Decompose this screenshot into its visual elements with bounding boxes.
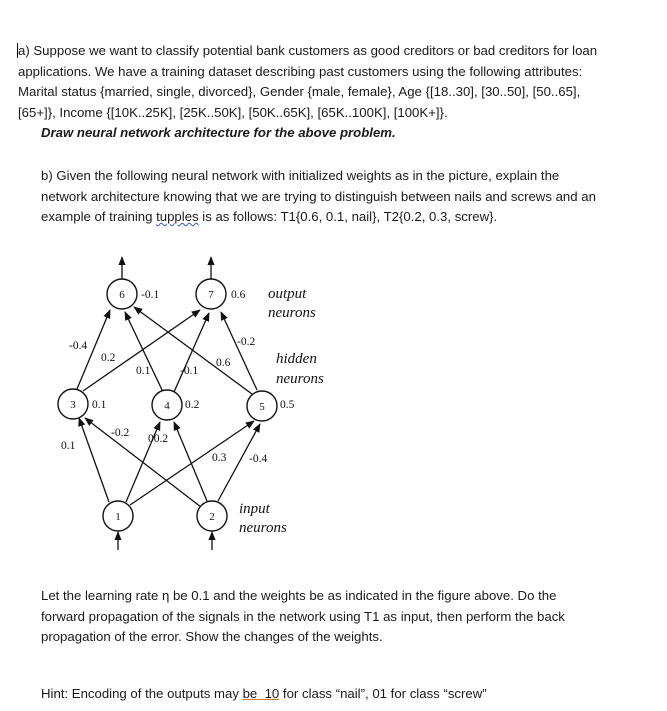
part-a-task: Draw neural network architecture for the above problem. [41, 125, 396, 140]
weight-4-7: -0.1 [180, 365, 199, 377]
hidden-label-1: hidden [276, 351, 317, 367]
weight-1-4: -0.2 [111, 427, 130, 439]
part-b-line-2: network architecture knowing that we are trying to distinguish between nails and screws and an [41, 188, 596, 204]
part-a-line-4: [65+]}, Income {[10K..25K], [25K..50K], [50K..65K], [65K..100K], [100K+]}. [18, 104, 448, 120]
hint-line [41, 684, 641, 705]
node-5-label: 5 [259, 401, 265, 413]
node-6-label: 6 [119, 289, 125, 301]
weight-2-4: 00.2 [148, 433, 169, 445]
edge-2-4 [174, 422, 207, 501]
weight-1-3: 0.1 [61, 440, 76, 452]
hint-post: for class “nail”, 01 for class “screw” [279, 686, 487, 701]
question-part-c [41, 586, 641, 648]
weight-3-6: -0.4 [69, 340, 88, 352]
part-a-line-2: applications. We have a training dataset describing past customers using the following attributes: [18, 63, 583, 79]
weight-5-6: 0.6 [216, 357, 231, 369]
part-c-line-1: Let the learning rate η be 0.1 and the weights be as indicated in the figure above. Do the [41, 588, 557, 603]
node-3-label: 3 [70, 399, 76, 411]
part-c-line-3: propagation of the error. Show the changes of the weights. [41, 629, 383, 644]
spellcheck-word[interactable]: tupples [156, 209, 199, 224]
part-b-line-1: b) Given the following neural network with initialized weights as in the picture, explain the [41, 168, 560, 183]
bias-7: 0.6 [231, 289, 246, 301]
input-label-1: input [239, 501, 270, 517]
hint-underlined[interactable]: be 10 [242, 686, 280, 701]
part-a-line-3: Marital status {married, single, divorced}, Gender {male, female}, Age {[18..30], [30..50], [50..65], [18, 84, 581, 99]
weight-2-5: -0.4 [249, 453, 268, 465]
node-4-label: 4 [164, 400, 170, 412]
part-b-line-3-post: is as follows: T1{0.6, 0.1, nail}, T2{0.2, 0.3, screw}. [198, 209, 498, 224]
bias-5: 0.5 [280, 399, 295, 411]
bias-4: 0.2 [185, 399, 200, 411]
output-label-2: neurons [268, 305, 316, 321]
weight-4-6: 0.1 [136, 365, 151, 377]
output-label-1: output [268, 286, 307, 302]
input-label-2: neurons [239, 520, 287, 536]
bias-3: 0.1 [92, 399, 107, 411]
edge-5-7 [221, 312, 257, 390]
edge-1-3 [79, 418, 109, 502]
node-1-label: 1 [115, 511, 121, 523]
part-c-line-2: forward propagation of the signals in the network using T1 as input, then perform the back [41, 608, 565, 624]
edge-5-6 [134, 307, 252, 394]
part-a-line-1: a) Suppose we want to classify potential bank customers as good creditors or bad creditors for loan [18, 43, 598, 58]
hidden-label-2: neurons [276, 371, 324, 387]
hint-pre: Hint: Encoding of the outputs may [41, 686, 243, 701]
part-b-line-3-pre: example of training [41, 209, 157, 224]
weight-5-7: -0.2 [237, 336, 256, 348]
node-2-label: 2 [209, 511, 215, 523]
weight-3-7: 0.2 [101, 352, 116, 364]
node-7-label: 7 [208, 289, 214, 301]
edge-3-7 [83, 310, 200, 391]
bias-6: -0.1 [141, 289, 160, 301]
edge-2-3 [85, 418, 201, 507]
weight-1-5: 0.3 [212, 452, 227, 464]
